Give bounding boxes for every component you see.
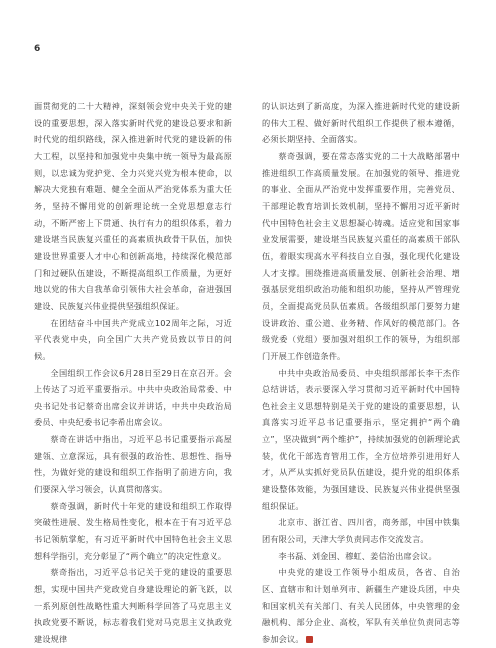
paragraph [262, 564, 460, 647]
page-number: 6 [34, 44, 41, 54]
paragraph: 面贯彻党的二十大精神，深刻领会党中央关于党的建设的重要思想，深入落实新时代党的建设总要求和新时代党的组织路线，深入推进新时代党的建设新的伟大工程，以坚持和加强党中央集中统一领导为最高原则，以忠诚为党护党、全力兴党兴党为根本使命，以解决大党独有难题、健全全面从严治党体系为重大任务，坚持不懈用党的创新理论统一全党思想意志行动，不断严密上下贯通、执行有力的组织体系，着力建设堪当民族复兴重任的高素质执政骨干队伍，加快建设世界重要人才中心和创新高地，持续深化模范部门和过硬队伍建设，不断提高组织工作质量，为更好地以党的伟大自我革命引领伟大社会革命，奋进强国建设、民族复兴伟业提供坚强组织保证。 [34, 101, 232, 311]
article-right-column [262, 98, 460, 648]
paragraph: 李书磊、刘金国、穆虹、姜信治出席会议。 [278, 550, 437, 561]
paragraph: 蔡奇强调，要在常态落实党的二十大战略部署中推进组织工作高质量发展。在加强党的领导、推进党的事业、全面从严治党中发挥重要作用，完善党员、干部理论教育培训长效机制，坚持不懈用习近平新时代中国特色社会主义思想凝心铸魂。适应党和国家事业发展需要，建设堪当民族复兴重任的高素质干部队伍，着眼实现高水平科技自立自强，强化现代化建设人才支撑。围绕推进高质量发展、创新社会治理、增强基层党组织政治功能和组织功能，坚持从严管理党员，全面提高党员队伍素质。各级组织部门要努力建设讲政治、重公道、业务精、作风好的模范部门。各级党委（党组）要加强对组织工作的领导，为组织部门开展工作创造条件。 [262, 150, 460, 361]
paragraph: 蔡奇强调，新时代十年党的建设和组织工作取得突破性进展、发生格局性变化，根本在于有习近平总书记领航掌舵，有习近平新时代中国特色社会主义思想科学指引，充分彰显了“两个确立”的决定性意义。 [34, 500, 232, 561]
paragraph: 中共中央政治局委员、中央组织部部长李干杰作总结讲话，表示要深入学习贯彻习近平新时代中国特色社会主义思想特别是关于党的建设的重要思想，认真落实习近平总书记重要指示，坚定拥护“两个确立”，坚决做到“两个维护”，持续加强党的创新理论武装，优化干部选育管用工作，全方位培养引进用好人才，从严从实抓好党员队伍建设，提升党的组织体系建设整体效能，为强国建设、民族复兴伟业提供坚强组织保证。 [262, 367, 460, 511]
paragraph: 北京市、浙江省、四川省，商务部，中国中铁集团有限公司，天津大学负责同志作交流发言。 [262, 517, 460, 545]
paragraph: 蔡奇指出，习近平总书记关于党的建设的重要思想，实现中国共产党政党自身建设理论的新飞跃，以一系列原创性战略性重大判断科学回答了马克思主义执政党要不断说，标志着我们党对马克思主义执政党建设规律 [34, 567, 232, 644]
paragraph: 在团结奋斗中国共产党成立102周年之际，习近平代表党中央，向全国广大共产党员致以节日的问候。 [34, 317, 232, 361]
article-left-column [34, 98, 232, 648]
paragraph: 全国组织工作会议6月28日至29日在京召开。会上传达了习近平重要指示。中共中央政治局常委、中央书记处书记蔡奇出席会议并讲话，中共中央政治局委员、中央纪委书记李希出席会议。 [34, 367, 232, 428]
paragraph: 蔡奇在讲话中指出，习近平总书记重要指示高屋建瓴、立意深远，具有很强的政治性、思想性、指导性，为做好党的建设和组织工作指明了前进方向，我们要深入学习领会，认真贯彻落实。 [34, 434, 232, 495]
paragraph: 的认识达到了新高度，为深入推进新时代党的建设新的伟大工程、做好新时代组织工作提供了根本遵循，必须长期坚持、全面落实。 [262, 101, 460, 145]
paragraph-text: 中央党的建设工作领导小组成员，各省、自治区、直辖市和计划单列市、新疆生产建设兵团，中央和国家机关有关部门、有关人民团体，中央管理的金融机构、部分企业、高校，军队有关单位负责同志等参加会议。 [262, 567, 460, 644]
